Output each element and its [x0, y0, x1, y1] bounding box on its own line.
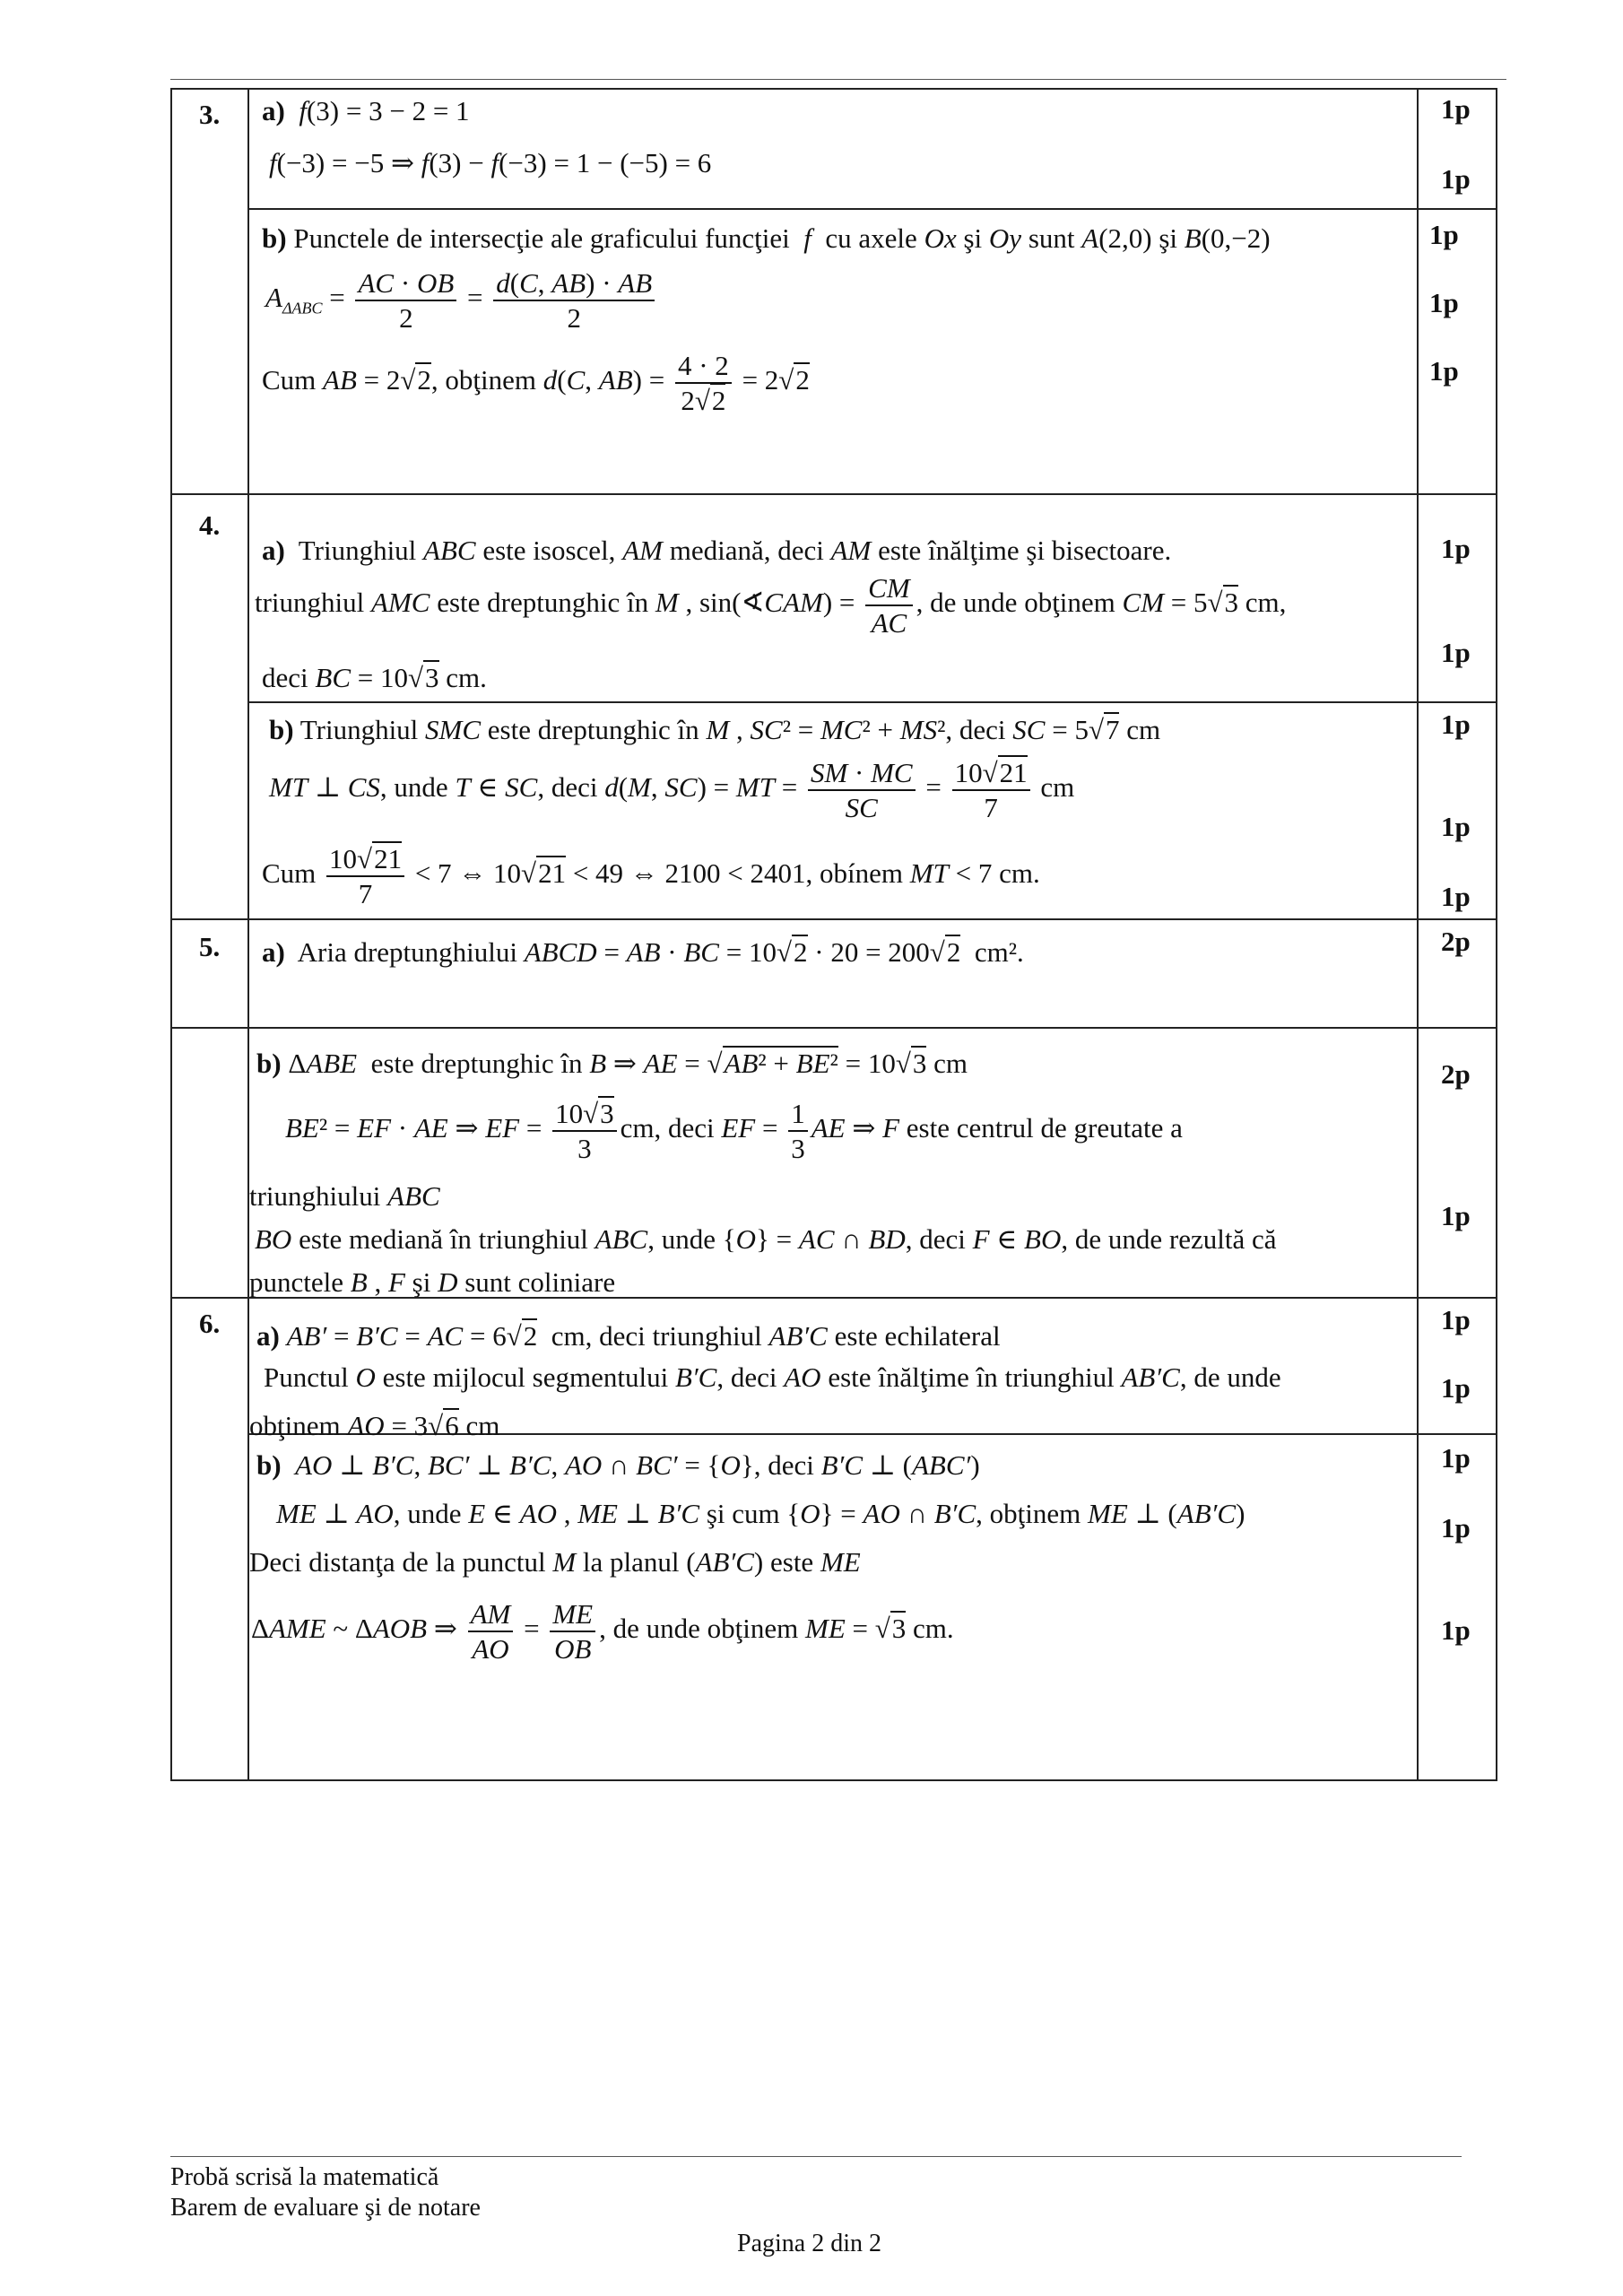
points-4a-2: 1p: [1441, 637, 1471, 668]
solution-3b-area-formula: $A_{\Delta ABC}$ = $\frac{AC \cdot OB}{2}$ = $\frac{d(C, AB) \cdot AB}{2}$: [265, 269, 658, 332]
solution-5a: a) Aria dreptunghiului ABCD = AB · BC = 10√2 · 20 = 200√2 cm².: [262, 936, 1024, 968]
solution-3b-line1: b) Punctele de intersecţie ale graficului funcţiei f cu axele Ox şi Oy sunt A(2,0) şi B(0,−2): [262, 222, 1271, 254]
solution-6b-line2: ME ⊥ AO, unde E ∈ AO , ME ⊥ B′C şi cum {O} = AO ∩ B′C, obţinem ME ⊥ (AB′C): [276, 1498, 1245, 1529]
points-4a-1: 1p: [1441, 533, 1471, 564]
solution-4a-line2: triunghiul AMC este dreptunghic în M , sin(∢CAM) = $\frac{CM}{AC}$ , de unde obţinem CM = 5√3 cm,: [255, 572, 1287, 639]
solution-3a-line2: f(−3) = −5 ⇒ f(3) − f(−3) = 1 − (−5) = 6: [269, 147, 712, 178]
points-3b-1: 1p: [1429, 219, 1459, 250]
solution-6a-line1: a) AB′ = B′C = AC = 6√2 cm, deci triunghiul AB′C este echilateral: [256, 1320, 1001, 1352]
solution-6b-line3: Deci distanţa de la punctul M la planul (AB′C) este ME: [249, 1546, 861, 1578]
solution-6a-line2: Punctul O este mijlocul segmentului B′C, deci AO este înălţime în triunghiul AB′C, de unde: [264, 1361, 1281, 1393]
solution-5b-line4: BO este mediană în triunghiul ABC, unde {O} = AC ∩ BD, deci F ∈ BO, de unde rezultă că: [255, 1223, 1277, 1255]
solution-4b-line1: b) Triunghiul SMC este dreptunghic în M , SC² = MC² + MS², deci SC = 5√7 cm: [269, 714, 1161, 745]
solution-4a-line3: deci BC = 10√3 cm.: [262, 662, 487, 693]
solution-6a-line3: obţinem AO = 3√6 cm: [249, 1410, 500, 1441]
page-number: Pagina 2 din 2: [737, 2230, 881, 2257]
points-3b-3: 1p: [1429, 355, 1459, 387]
solution-5b-line2: BE² = EF · AE ⇒ EF = $\frac{10√3}{3}$ cm, deci EF = $\frac{1}{3}$ AE ⇒ F este centrul de greutate a: [285, 1098, 1183, 1164]
points-3b-2: 1p: [1429, 287, 1459, 318]
points-4b-2: 1p: [1441, 811, 1471, 842]
points-4b-3: 1p: [1441, 881, 1471, 912]
points-5b-2: 1p: [1441, 1200, 1471, 1231]
points-6b-1: 1p: [1441, 1442, 1471, 1474]
points-5a: 2p: [1441, 926, 1471, 957]
points-6a-1: 1p: [1441, 1304, 1471, 1335]
footer-exam-title: Probă scrisă la matematică: [170, 2163, 439, 2191]
points-3a-1: 1p: [1441, 93, 1471, 125]
solution-6b-line1: b) AO ⊥ B′C, BC′ ⊥ B′C, AO ∩ BC′ = {O}, deci B′C ⊥ (ABC′): [256, 1449, 980, 1481]
points-6a-2: 1p: [1441, 1372, 1471, 1404]
item-number-6: 6.: [199, 1308, 221, 1339]
points-3a-2: 1p: [1441, 163, 1471, 195]
footer-rule: [170, 2156, 1462, 2157]
solution-5b-line3: triunghiului ABC: [249, 1180, 440, 1212]
points-6b-3: 1p: [1441, 1614, 1471, 1646]
top-rule: [170, 79, 1506, 80]
solution-5b-line1: b) ΔABE este dreptunghic în B ⇒ AE = √AB² + BE² = 10√3 cm: [256, 1048, 968, 1079]
solution-5b-line5: punctele B , F şi D sunt coliniare: [249, 1266, 616, 1298]
points-6b-2: 1p: [1441, 1512, 1471, 1544]
solution-4b-line3: Cum $\frac{10√21}{7}$ < 7 ⇔ 10√21 < 49 ⇔ 2100 < 2401, obínem MT < 7 cm.: [262, 843, 1040, 909]
solution-6b-line4: ΔAME ~ ΔAOB ⇒ $\frac{AM}{AO}$ = $\frac{ME}{OB}$ , de unde obţinem ME = √3 cm.: [251, 1598, 954, 1665]
item-number-4: 4.: [199, 509, 221, 541]
solution-3a-line1: a) f(3) = 3 − 2 = 1: [262, 95, 470, 126]
item-number-3: 3.: [199, 99, 221, 130]
solution-3b-distance: Cum AB = 2√2, obţinem d(C, AB) = $\frac{4 \cdot 2}{2√2}$ = 2√2: [262, 350, 810, 416]
footer-subtitle: Barem de evaluare şi de notare: [170, 2194, 481, 2222]
solution-4b-line2: MT ⊥ CS, unde T ∈ SC, deci d(M, SC) = MT = $\frac{SM \cdot MC}{SC}$ = $\frac{10√21}{7}$ cm: [269, 757, 1075, 823]
points-5b-1: 2p: [1441, 1058, 1471, 1090]
solution-4a-line1: a) Triunghiul ABC este isoscel, AM mediană, deci AM este înălţime şi bisectoare.: [262, 535, 1172, 566]
item-number-5: 5.: [199, 931, 221, 962]
points-4b-1: 1p: [1441, 709, 1471, 740]
